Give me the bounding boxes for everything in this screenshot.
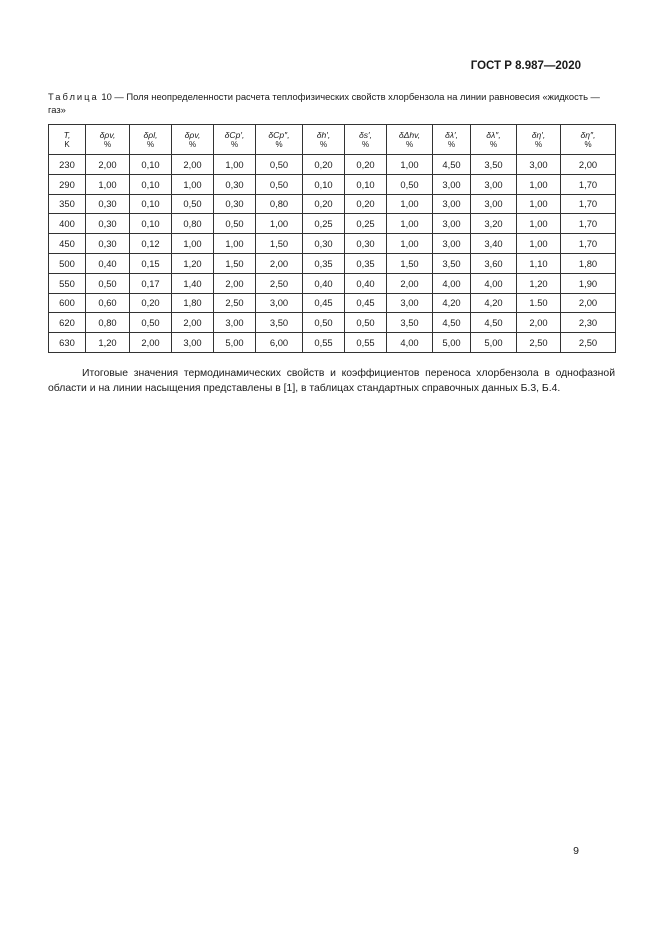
table-cell: 1,00: [172, 174, 214, 194]
table-row: [49, 273, 616, 293]
table-cell: 2,50: [256, 273, 303, 293]
table-cell: 1,70: [561, 174, 616, 194]
column-header: [86, 125, 130, 155]
column-header-name: δCp′,: [224, 129, 245, 140]
column-header-unit: K: [64, 139, 70, 149]
table-cell: 0,50: [86, 273, 130, 293]
column-header-unit: %: [447, 139, 456, 149]
table-cell: 1,20: [86, 333, 130, 353]
table-row: [49, 214, 616, 234]
table-cell: 3,20: [471, 214, 517, 234]
table-cell: 1,20: [172, 253, 214, 273]
table-cell: 4,00: [433, 273, 471, 293]
table-caption: [48, 90, 614, 116]
table-cell: 500: [49, 253, 86, 273]
table-row: [49, 155, 616, 175]
table-cell: 0,30: [86, 234, 130, 254]
column-header-name: δλ′,: [444, 129, 458, 140]
table-cell: 350: [49, 194, 86, 214]
column-header: [561, 125, 616, 155]
column-header-name: δρv,: [99, 129, 116, 140]
table-cell: 1,00: [387, 214, 433, 234]
table-cell: 2,30: [561, 313, 616, 333]
table-cell: 0,20: [345, 194, 387, 214]
column-header-unit: %: [275, 139, 283, 149]
table-cell: 1,00: [214, 234, 256, 254]
table-cell: 1,00: [86, 174, 130, 194]
table-cell: 1,00: [387, 155, 433, 175]
table-cell: 1,00: [387, 234, 433, 254]
table-cell: 0,30: [345, 234, 387, 254]
table-cell: 0,30: [214, 174, 256, 194]
table-cell: 1.50: [517, 293, 561, 313]
table-cell: 0,10: [303, 174, 345, 194]
table-cell: 1,40: [172, 273, 214, 293]
table-cell: 2,50: [561, 333, 616, 353]
table-row: [49, 253, 616, 273]
column-header-name: δρl,: [143, 129, 158, 140]
table-cell: 2,00: [561, 293, 616, 313]
table-cell: 0,55: [303, 333, 345, 353]
table-cell: 400: [49, 214, 86, 234]
column-header: [471, 125, 517, 155]
table-cell: 3,50: [433, 253, 471, 273]
table-cell: 2,50: [214, 293, 256, 313]
table-cell: 3,00: [387, 293, 433, 313]
table-cell: 450: [49, 234, 86, 254]
column-header-unit: %: [188, 139, 197, 149]
table-cell: 1,50: [214, 253, 256, 273]
table-cell: 0,50: [345, 313, 387, 333]
table-cell: 2,00: [130, 333, 172, 353]
table-header-row: [49, 125, 616, 155]
table-cell: 3,00: [433, 174, 471, 194]
table-cell: 0,20: [130, 293, 172, 313]
table-cell: 3,60: [471, 253, 517, 273]
table-row: [49, 234, 616, 254]
uncertainty-table: [48, 124, 616, 353]
column-header: [256, 125, 303, 155]
table-cell: 5,00: [214, 333, 256, 353]
table-cell: 2,00: [172, 155, 214, 175]
table-cell: 0,20: [303, 155, 345, 175]
table-cell: 0,10: [130, 214, 172, 234]
table-cell: 0,25: [303, 214, 345, 234]
table-cell: 4,00: [387, 333, 433, 353]
table-cell: 3,00: [172, 333, 214, 353]
table-cell: 0,45: [345, 293, 387, 313]
page-number: 9: [573, 845, 579, 857]
table-cell: 0,15: [130, 253, 172, 273]
column-header-name: δη′,: [531, 129, 546, 140]
table-row: [49, 194, 616, 214]
table-cell: 0,50: [214, 214, 256, 234]
column-header-name: δΔhv,: [398, 129, 421, 140]
column-header-unit: %: [405, 139, 414, 149]
table-cell: 1,70: [561, 214, 616, 234]
table-cell: 550: [49, 273, 86, 293]
table-cell: 0,40: [303, 273, 345, 293]
table-cell: 1,00: [517, 174, 561, 194]
table-cell: 0,50: [172, 194, 214, 214]
table-cell: 2,00: [214, 273, 256, 293]
table-cell: 0,80: [86, 313, 130, 333]
table-cell: 1,50: [256, 234, 303, 254]
column-header-name: δη″,: [580, 129, 596, 140]
table-cell: 3,50: [471, 155, 517, 175]
table-cell: 2,00: [561, 155, 616, 175]
table-cell: 1,00: [172, 234, 214, 254]
column-header-unit: %: [230, 139, 239, 149]
table-cell: 0,50: [256, 174, 303, 194]
table-cell: 5,00: [433, 333, 471, 353]
table-cell: 1,50: [387, 253, 433, 273]
table-cell: 1,20: [517, 273, 561, 293]
column-header-name: δs′,: [358, 129, 373, 140]
table-cell: 0,10: [130, 194, 172, 214]
table-cell: 3,00: [433, 234, 471, 254]
table-cell: 0,40: [345, 273, 387, 293]
column-header-unit: %: [319, 139, 328, 149]
column-header: [387, 125, 433, 155]
table-cell: 5,00: [471, 333, 517, 353]
column-header: [49, 125, 86, 155]
table-cell: 0,60: [86, 293, 130, 313]
column-header-name: δCp″,: [268, 129, 290, 140]
column-header: [172, 125, 214, 155]
table-cell: 630: [49, 333, 86, 353]
table-row: [49, 174, 616, 194]
table-cell: 0,35: [303, 253, 345, 273]
table-cell: 3,00: [433, 214, 471, 234]
table-cell: 0,10: [345, 174, 387, 194]
table-cell: 0,30: [86, 214, 130, 234]
column-header-unit: %: [103, 139, 112, 149]
table-body: [49, 155, 616, 353]
table-cell: 1,70: [561, 194, 616, 214]
table-cell: 3,00: [214, 313, 256, 333]
table-cell: 1,10: [517, 253, 561, 273]
table-cell: 3,00: [517, 155, 561, 175]
table-cell: 3,50: [256, 313, 303, 333]
table-row: [49, 333, 616, 353]
table-cell: 3,00: [471, 174, 517, 194]
table-cell: 0,20: [345, 155, 387, 175]
table-cell: 2,50: [517, 333, 561, 353]
table-cell: 1,70: [561, 234, 616, 254]
column-header-name: δh′,: [316, 129, 331, 140]
table-cell: 4,50: [471, 313, 517, 333]
table-cell: 0,25: [345, 214, 387, 234]
table-cell: 0,40: [86, 253, 130, 273]
caption-label: Таблица: [48, 91, 99, 102]
table-cell: 1,00: [256, 214, 303, 234]
table-cell: 4,00: [471, 273, 517, 293]
table-cell: 1,00: [517, 214, 561, 234]
table-cell: 1,80: [172, 293, 214, 313]
column-header-name: δλ″,: [486, 129, 501, 140]
table-cell: 290: [49, 174, 86, 194]
column-header-unit: %: [146, 139, 155, 149]
table-cell: 1,00: [214, 155, 256, 175]
table-cell: 4,50: [433, 155, 471, 175]
column-header-name: δρv,: [184, 129, 201, 140]
table-cell: 0,80: [256, 194, 303, 214]
table-cell: 0,55: [345, 333, 387, 353]
table-cell: 2,00: [86, 155, 130, 175]
table-cell: 620: [49, 313, 86, 333]
table-cell: 2,00: [517, 313, 561, 333]
table-cell: 0,50: [303, 313, 345, 333]
table-cell: 1,80: [561, 253, 616, 273]
table-cell: 4,50: [433, 313, 471, 333]
table-row: [49, 313, 616, 333]
column-header: [303, 125, 345, 155]
table-cell: 6,00: [256, 333, 303, 353]
table-cell: 1,00: [517, 194, 561, 214]
table-cell: 3,40: [471, 234, 517, 254]
table-cell: 0,10: [130, 174, 172, 194]
table-cell: 2,00: [172, 313, 214, 333]
table-cell: 0,35: [345, 253, 387, 273]
table-cell: 3,00: [471, 194, 517, 214]
table-cell: 600: [49, 293, 86, 313]
table-cell: 2,00: [256, 253, 303, 273]
table-cell: 4,20: [471, 293, 517, 313]
column-header: [130, 125, 172, 155]
table-cell: 0,20: [303, 194, 345, 214]
column-header: [517, 125, 561, 155]
table-cell: 3,50: [387, 313, 433, 333]
column-header: [214, 125, 256, 155]
table-cell: 1,00: [387, 194, 433, 214]
table-cell: 0,30: [86, 194, 130, 214]
table-cell: 4,20: [433, 293, 471, 313]
table-cell: 0,50: [387, 174, 433, 194]
column-header-unit: %: [361, 139, 370, 149]
document-code: ГОСТ Р 8.987—2020: [470, 60, 581, 72]
table-cell: 0,50: [256, 155, 303, 175]
table-cell: 0,45: [303, 293, 345, 313]
column-header: [345, 125, 387, 155]
table-cell: 2,00: [387, 273, 433, 293]
table-cell: 1,00: [517, 234, 561, 254]
table-cell: 0,17: [130, 273, 172, 293]
table-cell: 0,12: [130, 234, 172, 254]
body-paragraph: Итоговые значения термодинамических свойств и коэффициентов переноса хлорбензола в однофазной области и на линии насыщения представлены в [1], в таблицах стандартных справочных данных Б.3, Б.4.: [48, 368, 615, 394]
table-cell: 230: [49, 155, 86, 175]
table-cell: 0,30: [303, 234, 345, 254]
table-row: [49, 293, 616, 313]
table-cell: 0,80: [172, 214, 214, 234]
column-header-unit: %: [489, 139, 498, 149]
table-cell: 0,30: [214, 194, 256, 214]
caption-text: 10 — Поля неопределенности расчета теплофизических свойств хлорбензола на линии равновесия «жидкость — газ»: [48, 91, 600, 115]
column-header-name: T,: [63, 129, 71, 140]
table-cell: 3,00: [256, 293, 303, 313]
column-header-unit: %: [534, 139, 543, 149]
column-header-unit: %: [584, 139, 592, 149]
column-header: [433, 125, 471, 155]
table-cell: 1,90: [561, 273, 616, 293]
table-cell: 3,00: [433, 194, 471, 214]
table-cell: 0,10: [130, 155, 172, 175]
table-cell: 0,50: [130, 313, 172, 333]
